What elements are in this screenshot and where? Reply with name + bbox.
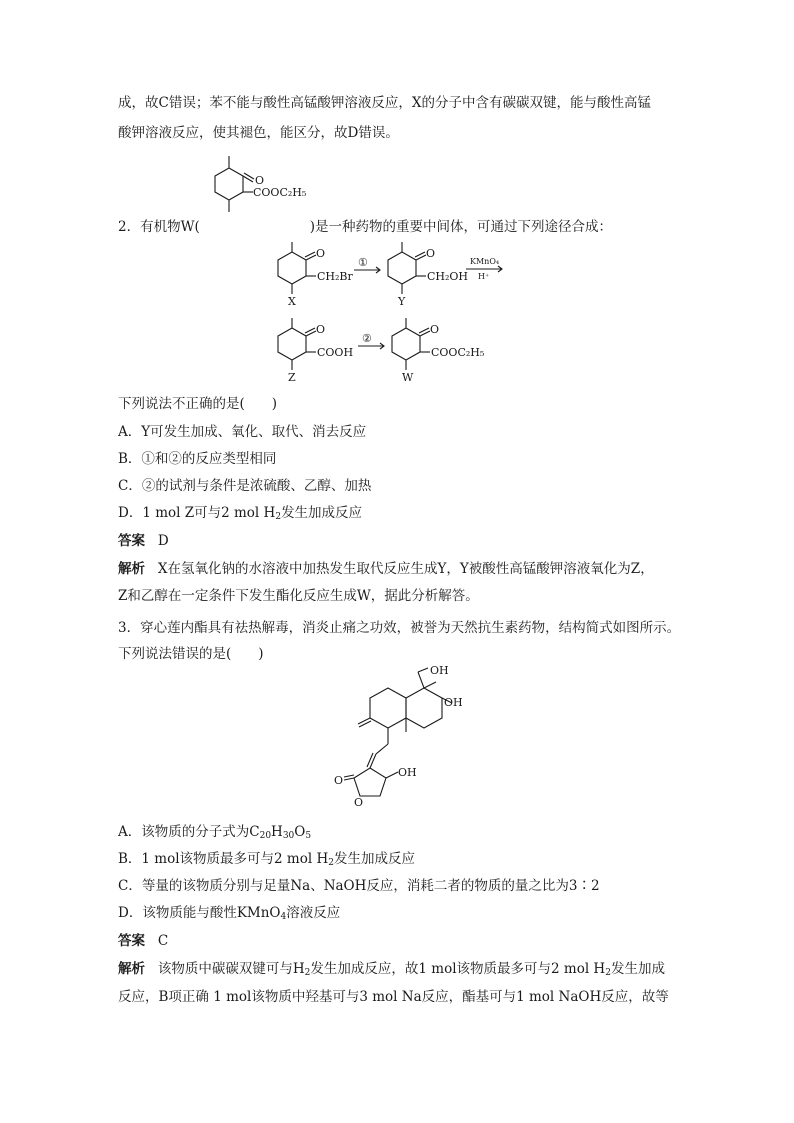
w-inline-o: O — [255, 174, 265, 187]
q2-option-d-text-a: D．1 mol Z可与2 mol H — [118, 505, 276, 521]
andrographolide-structure — [334, 664, 500, 818]
q2-answer-value: D — [157, 533, 169, 549]
label-x: X — [288, 295, 296, 308]
q3-option-d-text-b: 溶液反应 — [286, 905, 341, 921]
q2-answer-label: 答案 — [118, 533, 145, 549]
w-oxygen: O — [430, 323, 440, 336]
q3-option-d-sub: 4 — [280, 912, 287, 922]
z-oxygen: O — [316, 323, 326, 336]
q3-answer-value: C — [157, 933, 169, 949]
q3-option-a-text-c: O — [294, 824, 306, 840]
struct-oh-lactone: OH — [398, 766, 417, 779]
w-inline-structure — [195, 152, 335, 222]
q3-option-a — [118, 823, 311, 845]
compound-x — [278, 242, 354, 308]
q2-stem-part-b: )是一种药物的重要中间体，可通过下列途径合成： — [309, 219, 613, 235]
q2-option-b: B．①和②的反应类型相同 — [118, 451, 277, 467]
q3-analysis-line-1 — [118, 960, 665, 982]
q3-answer-label: 答案 — [118, 933, 145, 949]
q2-question: 下列说法不正确的是( ) — [118, 396, 278, 412]
q3-option-a-text-b: H — [271, 824, 283, 840]
q3-option-a-sub-2: 30 — [282, 831, 295, 841]
y-oxygen: O — [426, 247, 436, 260]
compound-z — [278, 318, 353, 384]
z-group: COOH — [317, 346, 354, 359]
q2-analysis-label: 解析 — [118, 561, 145, 577]
reaction-scheme-row-1 — [270, 242, 530, 312]
label-w: W — [402, 371, 414, 384]
struct-oh-top: OH — [430, 664, 449, 677]
q3-analysis-text-a: 该物质中碳碳双键可与H — [157, 961, 305, 977]
q3-analysis-sub-1: 2 — [304, 968, 311, 978]
x-group: CH₂Br — [317, 270, 353, 283]
q3-stem-line-1: 3．穿心莲内酯具有祛热解毒，消炎止痛之功效，被誉为天然抗生素药物，结构简式如图所示。 — [118, 620, 681, 636]
q2-option-d — [118, 504, 362, 526]
reaction-scheme-row-2 — [270, 318, 510, 388]
q3-option-c: C．等量的该物质分别与足量Na、NaOH反应，消耗二者的物质的量之比为3∶2 — [118, 878, 600, 894]
w-group: COOC₂H₅ — [431, 346, 485, 359]
x-oxygen: O — [316, 247, 326, 260]
q3-analysis-text-c: 发生加成 — [610, 961, 665, 977]
compound-w — [392, 318, 484, 384]
label-y: Y — [398, 295, 406, 308]
q3-option-b-text-b: 发生加成反应 — [333, 851, 415, 867]
q3-analysis-label: 解析 — [118, 961, 145, 977]
q3-option-b-text-a: B．1 mol该物质最多可与2 mol H — [118, 851, 329, 867]
q3-analysis-text-b: 发生加成反应，故1 mol该物质最多可与2 mol H — [310, 961, 606, 977]
q2-analysis-text-1: X在氢氧化钠的水溶液中加热发生取代反应生成Y，Y被酸性高锰酸钾溶液氧化为Z， — [157, 561, 654, 577]
struct-carbonyl-o: O — [334, 774, 344, 787]
q3-option-a-sub-3: 5 — [305, 831, 312, 841]
q3-option-a-text-a: A．该物质的分子式为C — [118, 824, 260, 840]
step-1-label: ① — [358, 256, 368, 269]
step-2-label: ② — [362, 332, 372, 345]
q2-analysis-line-1 — [118, 560, 654, 578]
prev-text-line-2: 酸钾溶液反应，使其褪色，能区分，故D错误。 — [118, 125, 399, 141]
q3-option-b — [118, 850, 415, 872]
y-group: CH₂OH — [427, 270, 469, 283]
reagent-kmno4: KMnO₄ — [470, 257, 500, 266]
q3-answer — [118, 932, 168, 950]
q3-analysis-sub-2: 2 — [605, 968, 611, 978]
q2-option-d-text-b: 发生加成反应 — [281, 505, 363, 521]
struct-ring-o: O — [354, 796, 364, 809]
q2-option-d-sub: 2 — [275, 512, 282, 522]
struct-oh-right: OH — [444, 696, 463, 709]
q3-option-a-sub-1: 20 — [259, 831, 272, 841]
q3-stem-line-2: 下列说法错误的是( ) — [118, 646, 264, 662]
q2-analysis-line-2: Z和乙醇在一定条件下发生酯化反应生成W，据此分析解答。 — [118, 588, 479, 604]
prev-text-line-1: 成，故C错误；苯不能与酸性高锰酸钾溶液反应，X的分子中含有碳碳双键，能与酸性高锰 — [118, 95, 651, 111]
q2-answer — [118, 532, 169, 550]
q2-option-a: A．Y可发生加成、氧化、取代、消去反应 — [118, 424, 367, 440]
w-inline-group: COOC₂H₅ — [253, 186, 307, 199]
q3-option-d-text-a: D．该物质能与酸性KMnO — [118, 905, 281, 921]
q2-option-c: C．②的试剂与条件是浓硫酸、乙醇、加热 — [118, 478, 372, 494]
label-z: Z — [288, 371, 296, 384]
q2-stem — [118, 218, 612, 236]
q3-analysis-line-2: 反应，B项正确 1 mol该物质中羟基可与3 mol Na反应，酯基可与1 mol NaOH反应，故等 — [118, 989, 669, 1005]
compound-y — [388, 242, 468, 308]
reagent-h-plus: H⁺ — [478, 272, 490, 281]
q3-option-b-sub: 2 — [328, 858, 334, 868]
q3-option-d — [118, 904, 340, 926]
q2-stem-part-a: 2．有机物W( — [118, 219, 200, 235]
